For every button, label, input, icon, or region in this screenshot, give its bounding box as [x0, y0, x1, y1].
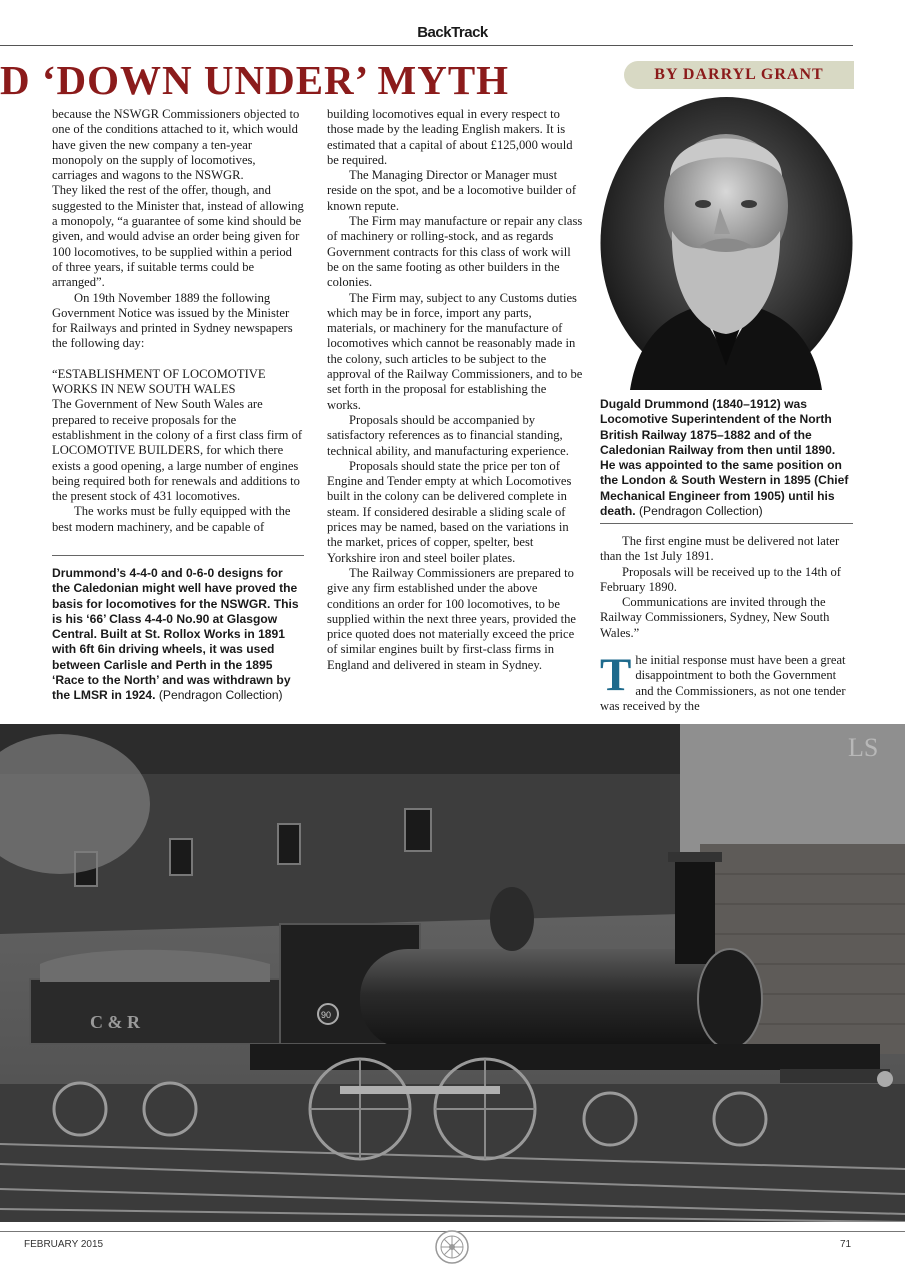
paragraph: The Firm may, subject to any Customs duties which may be in force, import any parts, materials, or machinery for the manufacture of locomotives which cannot be reasonably made in the colony, such articles to be subject to the approval of the Railway Commissioners, and to be set forth in the proposal for establishing the works. — [327, 290, 583, 412]
paragraph: The works must be fully equipped with the best modern machinery, and be capable of — [52, 504, 291, 534]
paragraph: On 19th November 1889 the following Government Notice was issued by the Minister for Railways and printed in Sydney newspapers the following day: — [52, 290, 293, 351]
wheel-emblem-icon — [434, 1229, 470, 1265]
paragraph: The Firm may manufacture or repair any class of machinery or rolling-stock, and as regards Government contracts for this class of work will be on the same footing as other builders in the colonies. — [327, 214, 583, 290]
caption-drummond-locomotive — [52, 566, 304, 704]
paragraph: Proposals should be accompanied by satisfactory references as to financial standing, technical ability, and manufacturing experience. — [327, 412, 569, 458]
paragraph-text: he initial response must have been a great disappointment to both the Government and the Commissioners, as not one tender was received by the — [600, 653, 846, 713]
article-headline: D ‘DOWN UNDER’ MYTH — [0, 57, 510, 103]
page-number: 71 — [840, 1239, 852, 1250]
sign-fragment: LS — [848, 733, 879, 762]
text-column-3 — [600, 534, 853, 714]
text-column-1 — [52, 107, 304, 535]
notice-heading: “ESTABLISHMENT OF LOCOMOTIVE WORKS IN NEW SOUTH WALES — [52, 366, 266, 397]
portrait-photo-drummond — [600, 96, 853, 390]
engine-number-plate: 90 — [321, 1010, 332, 1020]
drop-cap: T — [600, 649, 632, 702]
paragraph: Communications are invited through the Railway Commissioners, Sydney, New South Wales.” — [600, 595, 830, 640]
paragraph: building locomotives equal in every respect to those made by the leading English makers. It is estimated that a capital of about £125,000 would be required. — [327, 107, 573, 167]
paragraph: The Government of New South Wales are prepared to receive proposals for the establishment in the colony of a first class firm of LOCOMOTIVE BUILDERS, for which there exists a good opening, a large number of engines being required both for renewals and additions to the present stock of 431 locomotives. — [52, 397, 303, 504]
text-column-2 — [327, 107, 583, 673]
tender-lettering: C & R — [90, 1012, 140, 1032]
byline-badge: BY DARRYL GRANT — [624, 61, 854, 89]
paragraph: Proposals will be received up to the 14th of February 1890. — [600, 564, 841, 594]
paragraph-dropcap — [600, 649, 853, 714]
footer-date: FEBRUARY 2015 — [24, 1239, 104, 1250]
caption-text: Dugald Drummond (1840–1912) was Locomotive Superintendent of the North British Railway 1875–1882 and of the Caledonian Railway from then until 1890. He was appointed to the same position on the London & South Western in 1895 (Chief Mechanical Engineer from 1905) until his death. — [600, 397, 849, 519]
paragraph: The first engine must be delivered not later than the 1st July 1891. — [600, 534, 840, 564]
caption-rule — [52, 555, 304, 556]
caption-credit: (Pendragon Collection) — [639, 504, 763, 519]
paragraph: The Railway Commissioners are prepared to give any firm established under the above conditions an order for 100 locomotives, to be supplied within the next three years, provided the price quoted does not materially exceed the price of similar engines built by first-class firms in England and delivered in steam in Sydney. — [327, 565, 577, 672]
caption-dugald-drummond — [600, 397, 853, 519]
paragraph: because the NSWGR Commissioners objected to one of the conditions attached to it, which would have given the new company a ten-year monopoly on the supply of locomotives, carriages and wagons to the NSWGR. — [52, 107, 300, 183]
header-rule — [0, 45, 853, 46]
paragraph: They liked the rest of the offer, though, and suggested to the Minister that, instead of allowing a monopoly, “a guarantee of some kind should be given, and would advise an order being given for 100 locomotives, to be supplied within a period of three years, if suitable terms could be arranged”. — [52, 183, 304, 290]
masthead: BackTrack — [417, 24, 488, 41]
caption-credit: (Pendragon Collection) — [158, 688, 283, 703]
caption-text: Drummond’s 4-4-0 and 0-6-0 designs for the Caledonian might well have proved the basis for locomotives for the NSWGR. This is his ‘66’ Class 4-4-0 No.90 at Glasgow Central. Built at St. Rollox Works in 1891 with 6ft 6in driving wheels, it was used between Carlisle and Perth in the 1895 ‘Race to the North’ and was withdrawn by the LMSR in 1924. — [52, 566, 299, 703]
locomotive-photo-no90 — [0, 724, 905, 1222]
caption-rule — [600, 523, 853, 524]
paragraph: The Managing Director or Manager must reside on the spot, and be a locomotive builder of known repute. — [327, 168, 577, 213]
paragraph: Proposals should state the price per ton of Engine and Tender empty at which Locomotives built in the colony can be delivered complete in steam. If considered desirable a sliding scale of prices may be named, based on the variations in the market, prices of copper, spelter, best Yorkshire iron and steel boiler plates. — [327, 458, 572, 565]
